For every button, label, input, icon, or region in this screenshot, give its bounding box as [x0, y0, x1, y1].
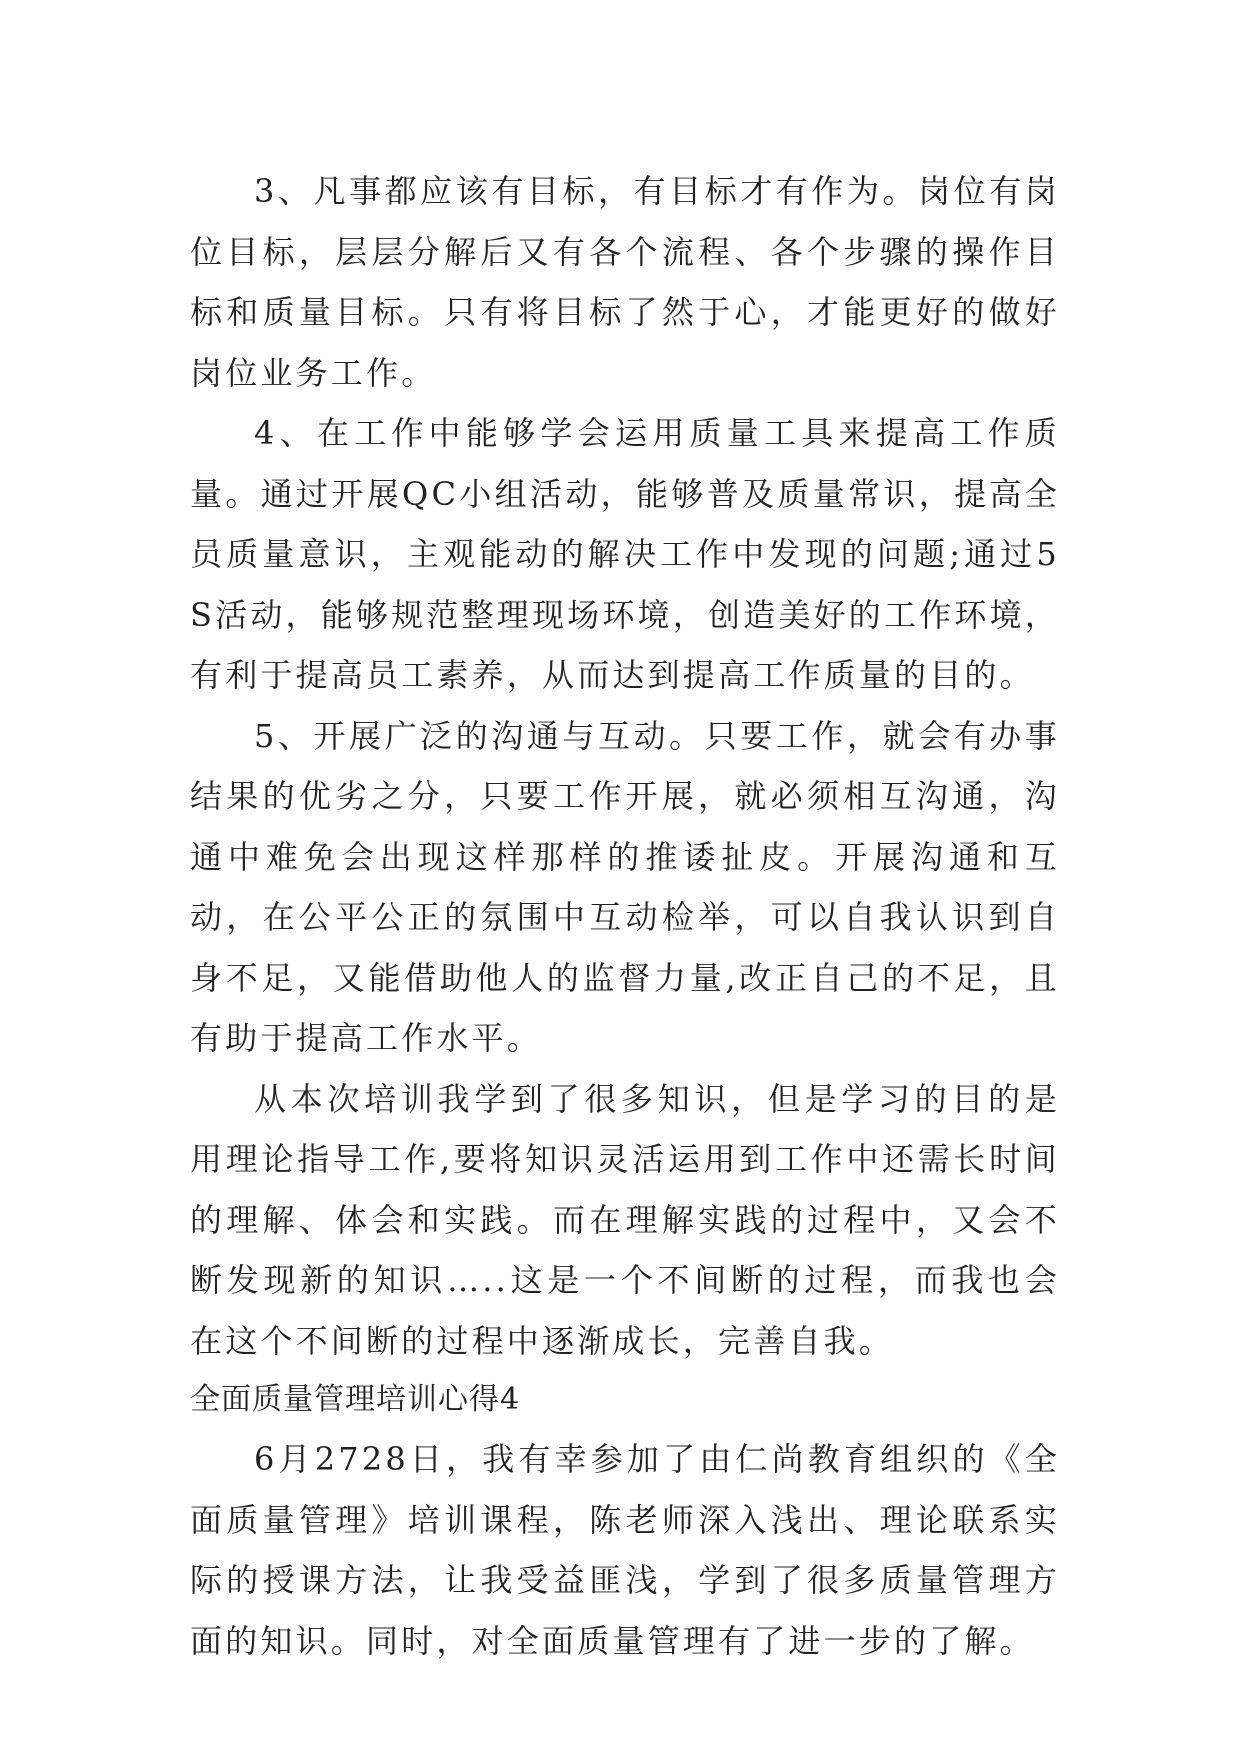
document-body — [190, 161, 1060, 1671]
paragraph-training-intro: 6月2728日，我有幸参加了由仁尚教育组织的《全面质量管理》培训课程，陈老师深入浅出、理论联系实际的授课方法，让我受益匪浅，学到了很多质量管理方面的知识。同时，对全面质量管理有了进一步的了解。 — [190, 1440, 1060, 1660]
paragraph-quality-tools: 4、在工作中能够学会运用质量工具来提高工作质量。通过开展QC小组活动，能够普及质量常识，提高全员质量意识，主观能动的解决工作中发现的问题;通过5S活动，能够规范整理现场环境，创造美好的工作环境，有利于提高员工素养，从而达到提高工作质量的目的。 — [190, 414, 1060, 694]
section-heading: 全面质量管理培训心得4 — [190, 1382, 521, 1417]
paragraph-communication: 5、开展广泛的沟通与互动。只要工作，就会有办事结果的优劣之分，只要工作开展，就必须相互沟通，沟通中难免会出现这样那样的推诿扯皮。开展沟通和互动，在公平公正的氛围中互动检举，可以自我认识到自身不足，又能借助他人的监督力量,改正自己的不足，且有助于提高工作水平。 — [190, 716, 1060, 1057]
paragraph-goals: 3、凡事都应该有目标，有目标才有作为。岗位有岗位目标，层层分解后又有各个流程、各个步骤的操作目标和质量目标。只有将目标了然于心，才能更好的做好岗位业务工作。 — [190, 172, 1060, 392]
paragraph-conclusion: 从本次培训我学到了很多知识，但是学习的目的是用理论指导工作,要将知识灵活运用到工作中还需长时间的理解、体会和实践。而在理解实践的过程中，又会不断发现新的知识…..这是一个不间断的过程，而我也会在这个不间断的过程中逐渐成长，完善自我。 — [190, 1079, 1060, 1360]
